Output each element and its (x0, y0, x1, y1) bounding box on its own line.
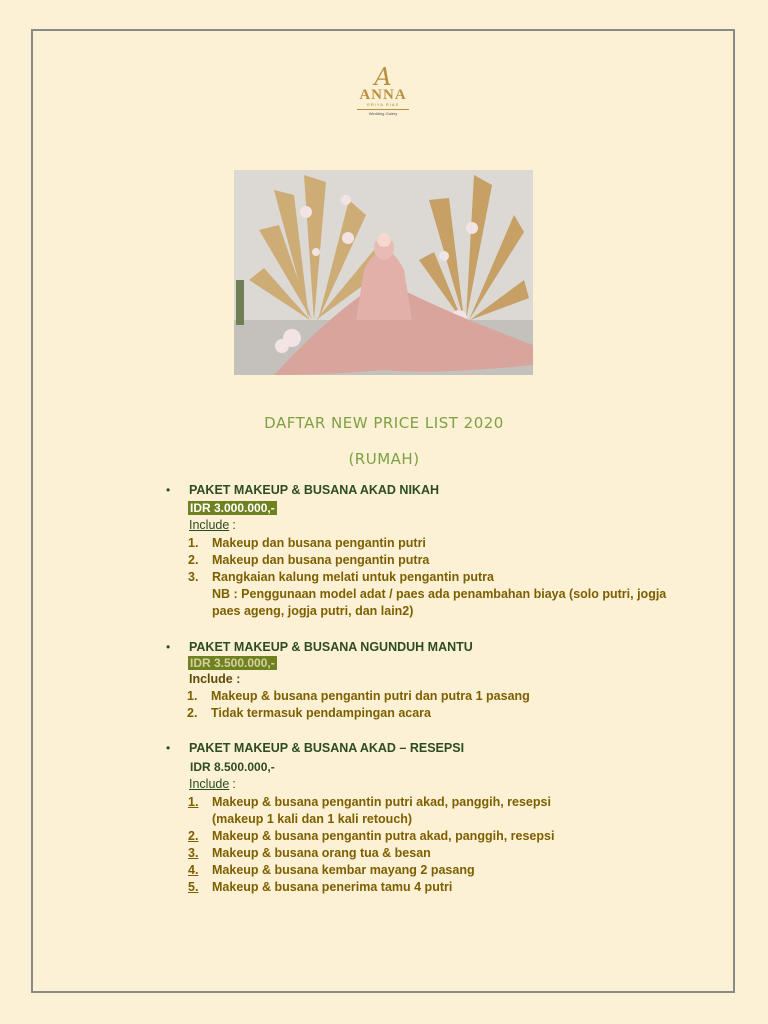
item-number: 1. (188, 536, 199, 550)
include-text: Include (189, 777, 230, 791)
logo-name: ANNA (359, 87, 407, 103)
bullet: • (166, 741, 171, 755)
package-title: PAKET MAKEUP & BUSANA NGUNDUH MANTU (189, 640, 473, 654)
item-number: 2. (188, 829, 199, 843)
item-text: Makeup & busana kembar mayang 2 pasang (212, 863, 475, 877)
bullet: • (166, 640, 171, 654)
include-label (189, 518, 236, 532)
include-colon: : (232, 518, 236, 532)
item-number: 2. (187, 706, 198, 720)
item-number: 1. (188, 795, 199, 809)
document-title: DAFTAR NEW PRICE LIST 2020 (264, 414, 504, 432)
item-number: 4. (188, 863, 199, 877)
package-price: IDR 3.000.000,- (190, 501, 275, 515)
package-price: IDR 3.500.000,- (190, 656, 275, 670)
item-number: 2. (188, 553, 199, 567)
package-title: PAKET MAKEUP & BUSANA AKAD – RESEPSI (189, 741, 465, 755)
item-number: 5. (188, 880, 199, 894)
item-text: Makeup & busana pengantin putri dan putra 1 pasang (211, 689, 530, 703)
item-text: Makeup & busana pengantin putra akad, panggih, resepsi (212, 829, 555, 843)
logo-divider (357, 109, 409, 110)
item-number: 1. (187, 689, 198, 703)
item-text: Makeup dan busana pengantin putra (212, 553, 430, 567)
package-note: NB : Penggunaan model adat / paes ada penambahan biaya (solo putri, jogja paes ageng, jogja putri, dan lain2) (212, 587, 667, 618)
package-price: IDR 8.500.000,- (190, 760, 275, 774)
bride-photo (234, 170, 533, 375)
logo-tagline: Wedding Galery (368, 111, 398, 116)
package-title: PAKET MAKEUP & BUSANA AKAD NIKAH (189, 483, 440, 497)
item-number: 3. (188, 846, 199, 860)
bullet: • (166, 483, 171, 497)
item-text: Rangkaian kalung melati untuk pengantin putra (212, 570, 494, 584)
item-text: Makeup dan busana pengantin putri (212, 536, 426, 550)
include-text: Include (189, 518, 230, 532)
brand-logo (346, 63, 420, 126)
include-label: Include : (189, 672, 241, 686)
document-subtitle: (RUMAH) (348, 450, 420, 468)
item-text: Makeup & busana pengantin putri akad, panggih, resepsi (212, 795, 551, 809)
logo-mark: A (374, 63, 392, 91)
logo-sub: GRIYA RIAS (366, 102, 400, 107)
item-text: Makeup & busana orang tua & besan (212, 846, 431, 860)
include-label (189, 777, 236, 791)
item-number: 3. (188, 570, 199, 584)
item-text: Makeup & busana penerima tamu 4 putri (212, 880, 453, 894)
include-colon: : (232, 777, 236, 791)
item-text: Tidak termasuk pendampingan acara (211, 706, 431, 720)
item-continuation: (makeup 1 kali dan 1 kali retouch) (212, 812, 413, 826)
